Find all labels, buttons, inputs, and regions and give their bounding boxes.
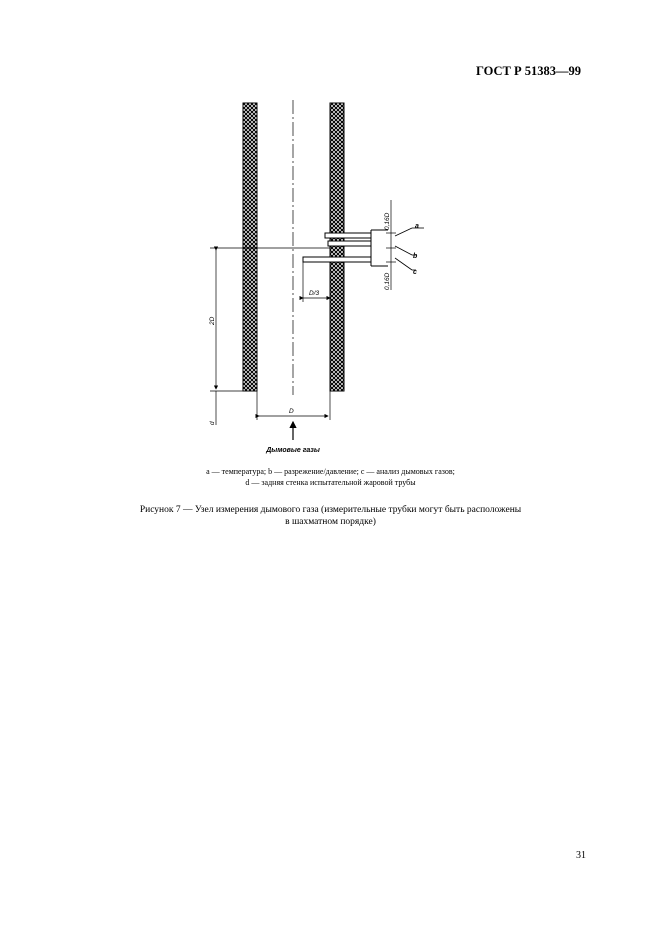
2d-dimension <box>210 248 330 425</box>
dim-d3: D/3 <box>309 290 320 297</box>
page-number: 31 <box>576 850 586 861</box>
legend-line-1: a — температура; b — разрежение/давление; c — анализ дымовых газов; <box>206 467 455 476</box>
ref-c: c <box>413 269 417 276</box>
dim-2d: 2D <box>209 316 216 325</box>
dim-D: D <box>289 408 294 415</box>
ref-b: b <box>413 253 418 260</box>
right-wall <box>330 103 344 391</box>
flue-gas-measurement-drawing <box>0 0 661 460</box>
D-dimension <box>257 391 330 420</box>
dim-0-16d-bottom: 0,16D <box>384 272 391 290</box>
left-wall <box>243 103 257 391</box>
caption-line-1: Рисунок 7 — Узел измерения дымового газа (измерительные трубки могут быть расположены <box>139 505 522 515</box>
figure-caption <box>0 504 661 528</box>
dim-0-16d-top: 0,16D <box>384 212 391 230</box>
dim-d-small: d <box>209 421 216 425</box>
flow-label: Дымовые газы <box>266 447 320 454</box>
caption-line-2: в шахматном порядке) <box>285 517 376 527</box>
legend-line-2: d — задняя стенка испытательной жаровой трубы <box>245 478 416 487</box>
document-code: ГОСТ Р 51383—99 <box>475 64 581 78</box>
figure-legend <box>0 466 661 488</box>
reference-leaders <box>395 228 424 270</box>
ref-a: a <box>415 223 419 230</box>
